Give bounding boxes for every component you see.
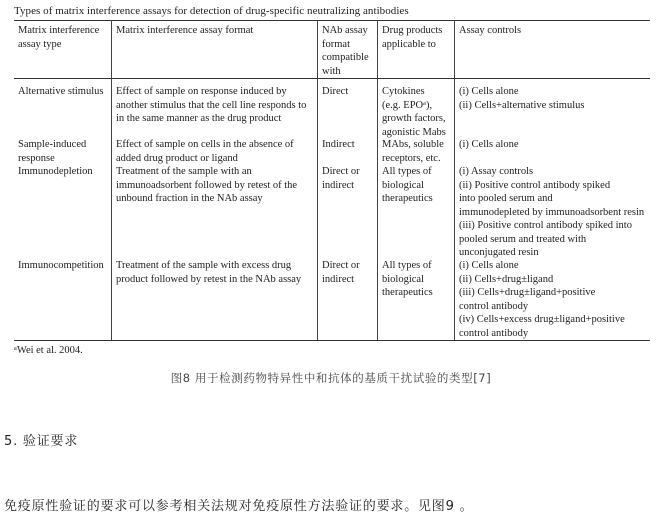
header-assay-controls: Assay controls xyxy=(459,25,522,36)
table-top-rule xyxy=(14,20,650,21)
cell-nab-format: Direct or indirect xyxy=(322,260,360,285)
cell-nab-format: Direct or indirect xyxy=(322,166,360,191)
column-divider xyxy=(317,20,318,340)
cell-nab-format: Indirect xyxy=(322,139,355,150)
cell-assay-controls: (i) Assay controls (ii) Positive control antibody spiked into pooled serum and immunodepleted by immunoadsorbent resin (iii) Positive control antibody spiked into pooled serum and treated with unconjugated resin xyxy=(459,166,645,258)
header-assay-format: Matrix interference assay format xyxy=(116,25,254,36)
cell-assay-format: Treatment of the sample with an immunoadsorbent followed by retest of the unbound fraction in the NAb assay xyxy=(116,166,298,204)
cell-assay-format: Effect of sample on response induced by another stimulus that the cell line responds to in the same manner as the drug product xyxy=(116,86,307,124)
cell-assay-controls: (i) Cells alone (ii) Cells+alternative stimulus xyxy=(459,86,585,111)
cell-assay-controls: (i) Cells alone xyxy=(459,139,519,150)
cell-assay-type: Alternative stimulus xyxy=(18,86,104,97)
cell-drug-products: MAbs, soluble receptors, etc. xyxy=(382,139,444,164)
cell-assay-type: Sample-induced response xyxy=(18,139,87,164)
cell-assay-type: Immunocompetition xyxy=(18,260,104,271)
table-header-rule xyxy=(14,78,650,79)
cell-drug-products: All types of biological therapeutics xyxy=(382,166,433,204)
table-footnote: ᵃWei et al. 2004. xyxy=(14,345,83,356)
cell-nab-format: Direct xyxy=(322,86,349,97)
figure-caption: 图8 用于检测药物特异性中和抗体的基质干扰试验的类型[7] xyxy=(170,371,492,385)
column-divider xyxy=(454,20,455,340)
column-divider xyxy=(377,20,378,340)
cell-assay-format: Effect of sample on cells in the absence of added drug product or ligand xyxy=(116,139,294,164)
cell-assay-type: Immunodepletion xyxy=(18,166,93,177)
header-assay-type: Matrix interference assay type xyxy=(18,25,100,50)
header-nab-format: NAb assay format compatible with xyxy=(322,25,369,77)
column-divider xyxy=(111,20,112,340)
table-title: Types of matrix interference assays for detection of drug-specific neutralizing antibodies xyxy=(14,5,409,17)
header-drug-products: Drug products applicable to xyxy=(382,25,443,50)
body-paragraph: 免疫原性验证的要求可以参考相关法规对免疫原性方法验证的要求。见图9 。 xyxy=(4,499,474,514)
table-bottom-rule xyxy=(14,340,650,341)
cell-assay-format: Treatment of the sample with excess drug product followed by retest in the NAb assay xyxy=(116,260,302,285)
cell-drug-products: All types of biological therapeutics xyxy=(382,260,433,298)
cell-assay-controls: (i) Cells alone (ii) Cells+drug±ligand (iii) Cells+drug±ligand+positive control antibody (iv) Cells+excess drug±ligand+positive control antibody xyxy=(459,260,625,339)
section-heading: 5. 验证要求 xyxy=(4,434,79,449)
cell-drug-products: Cytokines (e.g. EPOᵃ), growth factors, agonistic Mabs xyxy=(382,86,446,138)
